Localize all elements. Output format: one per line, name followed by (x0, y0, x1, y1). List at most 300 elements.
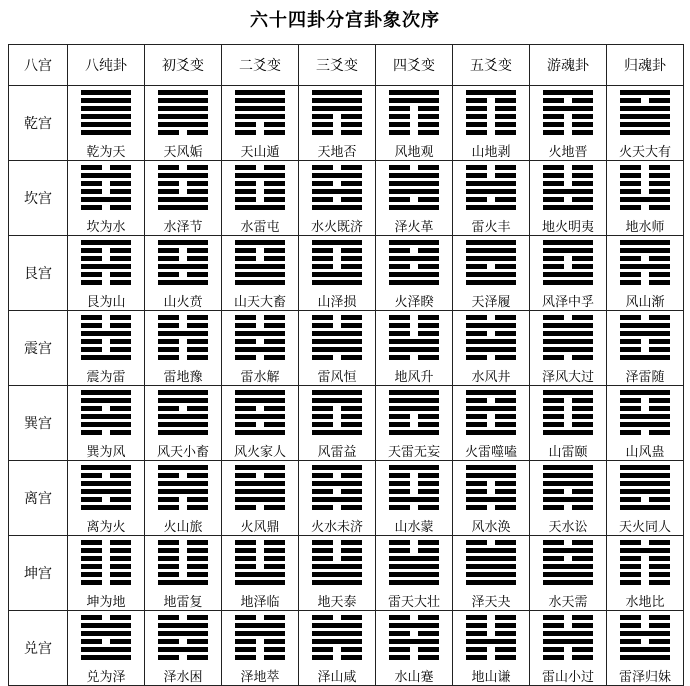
yang-line (620, 240, 670, 245)
yin-line (158, 355, 208, 360)
yang-line (235, 489, 285, 494)
line-segment (235, 256, 256, 261)
hexagram-cell (299, 536, 376, 611)
line-segment (158, 173, 208, 178)
line-segment (81, 165, 102, 170)
line-segment (495, 315, 516, 320)
line-segment (466, 556, 516, 561)
line-segment (187, 130, 208, 135)
yin-line (389, 414, 439, 419)
yang-line (235, 240, 285, 245)
yin-line (389, 315, 439, 320)
yang-line (543, 347, 593, 352)
yang-line (389, 256, 439, 261)
line-segment (495, 655, 516, 660)
yin-line (620, 339, 670, 344)
yin-line (543, 315, 593, 320)
line-segment (466, 398, 487, 403)
line-segment (495, 631, 516, 636)
yin-line (81, 639, 131, 644)
line-segment (158, 548, 179, 553)
line-segment (312, 98, 362, 103)
line-segment (389, 655, 410, 660)
hexagram-name: 水火既济 (310, 220, 363, 235)
yang-line (158, 398, 208, 403)
yin-line (81, 540, 131, 545)
hexagram-cell (376, 236, 453, 311)
line-segment (495, 122, 516, 127)
yang-line (81, 481, 131, 486)
yang-line (620, 422, 670, 427)
line-segment (187, 165, 208, 170)
line-segment (572, 197, 593, 202)
yang-line (620, 631, 670, 636)
yin-line (466, 130, 516, 135)
hexagram-symbol (389, 311, 439, 360)
line-segment (235, 315, 256, 320)
line-segment (649, 406, 670, 411)
line-segment (389, 173, 439, 178)
yin-line (235, 122, 285, 127)
hexagram-cell (530, 461, 607, 536)
line-segment (572, 122, 593, 127)
line-segment (81, 430, 102, 435)
yang-line (620, 473, 670, 478)
yang-line (389, 465, 439, 470)
yin-line (81, 406, 131, 411)
hexagram-cell (530, 86, 607, 161)
hexagram-symbol (466, 536, 516, 585)
table-body (9, 86, 684, 686)
yang-line (620, 331, 670, 336)
yin-line (466, 315, 516, 320)
line-segment (466, 165, 487, 170)
yin-line (466, 505, 516, 510)
yang-line (466, 339, 516, 344)
yin-line (389, 473, 439, 478)
yin-line (312, 406, 362, 411)
line-segment (341, 181, 362, 186)
line-segment (341, 114, 362, 119)
line-segment (187, 181, 208, 186)
line-segment (543, 256, 564, 261)
line-segment (264, 355, 285, 360)
line-segment (572, 98, 593, 103)
line-segment (389, 556, 439, 561)
yin-line (81, 205, 131, 210)
yang-line (620, 264, 670, 269)
yin-line (312, 655, 362, 660)
line-segment (620, 355, 670, 360)
yang-line (466, 272, 516, 277)
hexagram-cell (68, 236, 145, 311)
line-segment (466, 655, 487, 660)
line-segment (572, 505, 593, 510)
yang-line (235, 264, 285, 269)
line-segment (341, 406, 362, 411)
yang-line (389, 572, 439, 577)
line-segment (110, 473, 131, 478)
line-segment (389, 414, 410, 419)
line-segment (543, 497, 593, 502)
line-segment (543, 572, 593, 577)
line-segment (418, 106, 439, 111)
hexagram-name: 乾为天 (86, 145, 126, 160)
line-segment (81, 406, 102, 411)
yang-line (81, 489, 131, 494)
line-segment (312, 106, 362, 111)
yin-line (389, 114, 439, 119)
line-segment (187, 556, 208, 561)
line-segment (495, 540, 516, 545)
line-segment (495, 264, 516, 269)
yang-line (312, 580, 362, 585)
yin-line (81, 248, 131, 253)
line-segment (110, 572, 131, 577)
line-segment (158, 248, 179, 253)
table-row (9, 536, 684, 611)
hexagram-cell (299, 611, 376, 686)
line-segment (110, 181, 131, 186)
yang-line (235, 430, 285, 435)
yang-line (81, 98, 131, 103)
yang-line (235, 414, 285, 419)
line-segment (466, 465, 516, 470)
line-segment (466, 497, 516, 502)
header-row (9, 45, 684, 86)
line-segment (620, 481, 670, 486)
yang-line (389, 173, 439, 178)
hexagram-symbol (158, 86, 208, 135)
yang-line (620, 197, 670, 202)
hexagram-symbol (81, 311, 131, 360)
yang-line (620, 414, 670, 419)
line-segment (341, 315, 362, 320)
line-segment (572, 615, 593, 620)
yang-line (389, 639, 439, 644)
yin-line (158, 505, 208, 510)
yang-line (466, 430, 516, 435)
yang-line (466, 248, 516, 253)
hexagram-name: 艮为山 (86, 295, 126, 310)
yin-line (466, 631, 516, 636)
yang-line (158, 106, 208, 111)
line-segment (235, 181, 256, 186)
line-segment (341, 264, 362, 269)
yin-line (466, 165, 516, 170)
yin-line (81, 556, 131, 561)
yin-line (158, 165, 208, 170)
yin-line (81, 572, 131, 577)
line-segment (466, 122, 487, 127)
line-segment (389, 390, 439, 395)
line-segment (235, 240, 285, 245)
line-segment (264, 564, 285, 569)
yin-line (235, 181, 285, 186)
yin-line (235, 315, 285, 320)
line-segment (543, 90, 593, 95)
line-segment (389, 497, 439, 502)
line-segment (620, 264, 670, 269)
line-segment (235, 323, 256, 328)
line-segment (312, 173, 362, 178)
yang-line (235, 280, 285, 285)
yin-line (466, 173, 516, 178)
line-segment (235, 505, 256, 510)
hexagram-name: 坤为地 (86, 595, 126, 610)
yin-line (158, 323, 208, 328)
line-segment (235, 580, 285, 585)
yin-line (235, 248, 285, 253)
yang-line (389, 623, 439, 628)
line-segment (341, 414, 362, 419)
line-segment (389, 564, 439, 569)
line-segment (81, 264, 131, 269)
line-segment (389, 647, 410, 652)
line-segment (81, 422, 131, 427)
yin-line (81, 564, 131, 569)
table-row (9, 86, 684, 161)
hexagram-cell (222, 461, 299, 536)
yang-line (158, 580, 208, 585)
line-segment (312, 339, 362, 344)
line-segment (81, 580, 102, 585)
yang-line (620, 122, 670, 127)
hexagram-name: 山雷颐 (548, 445, 588, 460)
line-segment (543, 390, 593, 395)
line-segment (312, 473, 333, 478)
yang-line (81, 197, 131, 202)
yin-line (158, 473, 208, 478)
line-segment (158, 165, 179, 170)
line-segment (235, 355, 256, 360)
yang-line (543, 473, 593, 478)
yin-line (81, 615, 131, 620)
hexagram-symbol (466, 311, 516, 360)
hexagram-symbol (235, 161, 285, 210)
line-segment (466, 331, 487, 336)
yang-line (235, 98, 285, 103)
line-segment (572, 623, 593, 628)
hexagram-name: 火山旅 (163, 520, 203, 535)
hexagram-name: 雷水解 (240, 370, 280, 385)
hexagram-name: 水风井 (471, 370, 511, 385)
line-segment (466, 623, 487, 628)
line-segment (341, 647, 362, 652)
hexagram-name: 火雷噬嗑 (464, 445, 517, 460)
yin-line (312, 130, 362, 135)
line-segment (620, 465, 670, 470)
yin-line (620, 181, 670, 186)
line-segment (110, 189, 131, 194)
hexagram-symbol (466, 611, 516, 660)
hexagram-symbol (620, 386, 670, 435)
yang-line (543, 572, 593, 577)
hexagram-name: 天水讼 (548, 520, 588, 535)
yin-line (158, 189, 208, 194)
line-segment (543, 548, 593, 553)
line-segment (418, 130, 439, 135)
hexagram-cell (607, 236, 684, 311)
line-segment (81, 465, 131, 470)
line-segment (572, 256, 593, 261)
yin-line (389, 355, 439, 360)
line-segment (81, 556, 102, 561)
hexagram-symbol (312, 536, 362, 585)
hexagram-symbol (543, 236, 593, 285)
yang-line (312, 189, 362, 194)
line-segment (389, 623, 439, 628)
line-segment (81, 481, 131, 486)
line-segment (466, 647, 487, 652)
line-segment (81, 272, 102, 277)
line-segment (341, 197, 362, 202)
yin-line (158, 615, 208, 620)
hexagram-name: 水雷屯 (240, 220, 280, 235)
line-segment (389, 122, 410, 127)
line-segment (312, 406, 333, 411)
line-segment (620, 248, 670, 253)
hexagram-cell (299, 86, 376, 161)
line-segment (466, 240, 516, 245)
line-segment (158, 331, 208, 336)
line-segment (81, 414, 131, 419)
line-segment (235, 572, 285, 577)
yang-line (620, 106, 670, 111)
yang-line (543, 548, 593, 553)
line-segment (341, 505, 362, 510)
line-segment (495, 422, 516, 427)
line-segment (341, 422, 362, 427)
line-segment (543, 205, 593, 210)
line-segment (466, 505, 487, 510)
hexagram-name: 山天大畜 (233, 295, 286, 310)
line-segment (543, 631, 593, 636)
yang-line (466, 390, 516, 395)
line-segment (466, 548, 516, 553)
hexagram-name: 水天需 (548, 595, 588, 610)
yin-line (620, 205, 670, 210)
line-segment (543, 647, 564, 652)
line-segment (312, 430, 362, 435)
yin-line (466, 540, 516, 545)
yin-line (543, 130, 593, 135)
header-line3: 三爻变 (299, 45, 376, 86)
table-row (9, 311, 684, 386)
yin-line (543, 540, 593, 545)
yin-line (466, 197, 516, 202)
hexagram-symbol (466, 461, 516, 510)
yin-line (620, 540, 670, 545)
line-segment (649, 497, 670, 502)
line-segment (187, 639, 208, 644)
line-segment (418, 264, 439, 269)
line-segment (649, 98, 670, 103)
line-segment (389, 505, 410, 510)
yang-line (312, 272, 362, 277)
line-segment (341, 540, 362, 545)
line-segment (312, 556, 333, 561)
line-segment (312, 615, 333, 620)
yin-line (158, 347, 208, 352)
hexagram-cell (376, 611, 453, 686)
yin-line (158, 556, 208, 561)
line-segment (620, 398, 641, 403)
line-segment (572, 422, 593, 427)
hexagram-name: 震为雷 (86, 370, 126, 385)
line-segment (312, 130, 333, 135)
line-segment (543, 248, 593, 253)
line-segment (312, 331, 362, 336)
line-segment (81, 323, 102, 328)
line-segment (620, 130, 670, 135)
yin-line (312, 264, 362, 269)
yin-line (543, 505, 593, 510)
hexagram-cell (453, 161, 530, 236)
yin-line (81, 473, 131, 478)
line-segment (620, 639, 641, 644)
yin-line (620, 315, 670, 320)
line-segment (235, 556, 256, 561)
yin-line (620, 572, 670, 577)
yin-line (543, 264, 593, 269)
line-segment (543, 580, 593, 585)
yang-line (312, 98, 362, 103)
yang-line (543, 106, 593, 111)
line-segment (649, 556, 670, 561)
yang-line (312, 430, 362, 435)
hexagram-symbol (158, 386, 208, 435)
hexagram-name: 兑为泽 (86, 670, 126, 685)
line-segment (495, 355, 516, 360)
line-segment (649, 181, 670, 186)
line-segment (341, 548, 362, 553)
yin-line (235, 639, 285, 644)
palace-label: 巽宫 (9, 386, 68, 461)
yang-line (389, 564, 439, 569)
line-segment (235, 189, 256, 194)
line-segment (543, 98, 564, 103)
yin-line (620, 173, 670, 178)
yin-line (235, 197, 285, 202)
line-segment (312, 465, 362, 470)
line-segment (235, 481, 285, 486)
line-segment (235, 398, 285, 403)
line-segment (235, 430, 285, 435)
line-segment (649, 430, 670, 435)
line-segment (389, 272, 439, 277)
yang-line (81, 398, 131, 403)
line-segment (264, 548, 285, 553)
line-segment (466, 481, 487, 486)
yin-line (389, 331, 439, 336)
line-segment (158, 181, 179, 186)
line-segment (572, 489, 593, 494)
hexagram-symbol (235, 311, 285, 360)
hexagram-cell (530, 536, 607, 611)
line-segment (620, 173, 641, 178)
yang-line (81, 331, 131, 336)
hexagram-symbol (543, 461, 593, 510)
yin-line (158, 406, 208, 411)
line-segment (543, 540, 564, 545)
line-segment (466, 615, 487, 620)
line-segment (389, 181, 439, 186)
hexagram-cell (68, 311, 145, 386)
yang-line (466, 465, 516, 470)
yin-line (543, 489, 593, 494)
line-segment (466, 406, 516, 411)
